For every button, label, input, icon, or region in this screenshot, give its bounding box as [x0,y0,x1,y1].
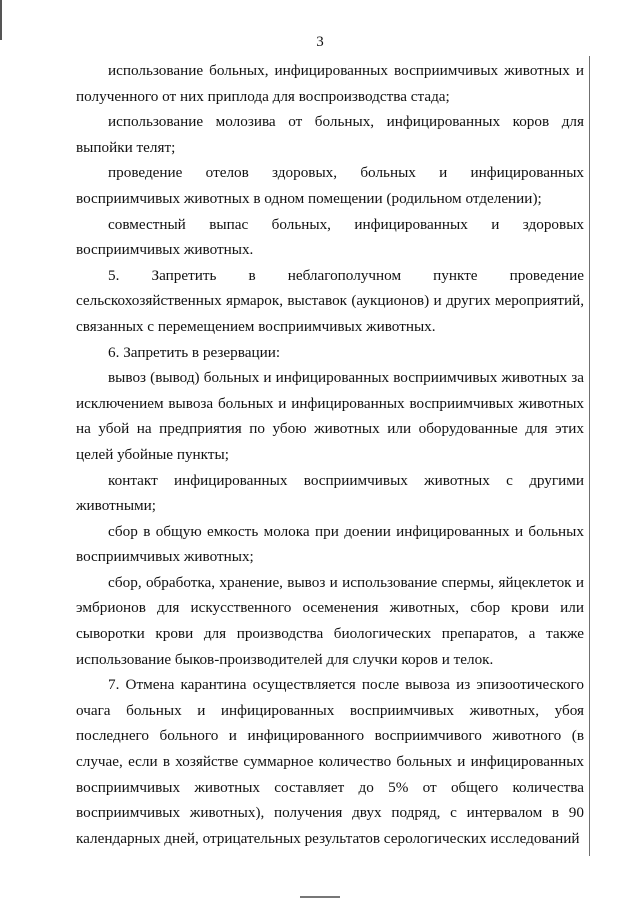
paragraph: контакт инфицированных восприимчивых животных с другими животными; [76,471,584,515]
paragraph: вывоз (вывод) больных и инфицированных восприимчивых животных за исключением вывоза больных и инфицированных восприимчивых животных на убой на предприятия по убою животных или оборудованные для этих целей убойные пункты; [76,369,584,463]
paragraph: совместный выпас больных, инфицированных и здоровых восприимчивых животных. [76,215,584,259]
document-body [76,58,584,851]
paragraph: 7. Отмена карантина осуществляется после вывоза из эпизоотического очага больных и инфицированных восприимчивых животных, убоя последнего больного и инфицированного восприимчивого животного (в случае, если в хозяйстве суммарное количество больных и инфицированных восприимчивых животных составляет до 5% от общего количества восприимчивых животных), получения двух подряд, с интервалом в 90 календарных дней, отрицательных результатов серологических исследований [76,676,584,847]
paragraph: проведение отелов здоровых, больных и инфицированных восприимчивых животных в одном помещении (родильном отделении); [76,164,584,207]
paragraph: 6. Запретить в резервации: [108,343,281,361]
scan-right-border [589,56,590,856]
scan-bottom-mark [300,896,340,898]
paragraph: использование молозива от больных, инфицированных коров для выпойки телят; [76,113,584,156]
paragraph: сбор в общую емкость молока при доении инфицированных и больных восприимчивых животных; [76,522,584,566]
paragraph: сбор, обработка, хранение, вывоз и использование спермы, яйцеклеток и эмбрионов для искусственного осеменения животных, сбор крови или сыворотки крови для производства биологических препаратов, а также использование быков-производителей для случки коров и телок. [76,573,584,668]
page-number: 3 [316,34,324,50]
paragraph: использование больных, инфицированных восприимчивых животных и полученного от них приплода для воспроизводства стада; [76,62,584,105]
paragraph: 5. Запретить в неблагополучном пункте проведение сельскохозяйственных ярмарок, выставок (аукционов) и других мероприятий, связанных с перемещением восприимчивых животных. [76,266,584,335]
